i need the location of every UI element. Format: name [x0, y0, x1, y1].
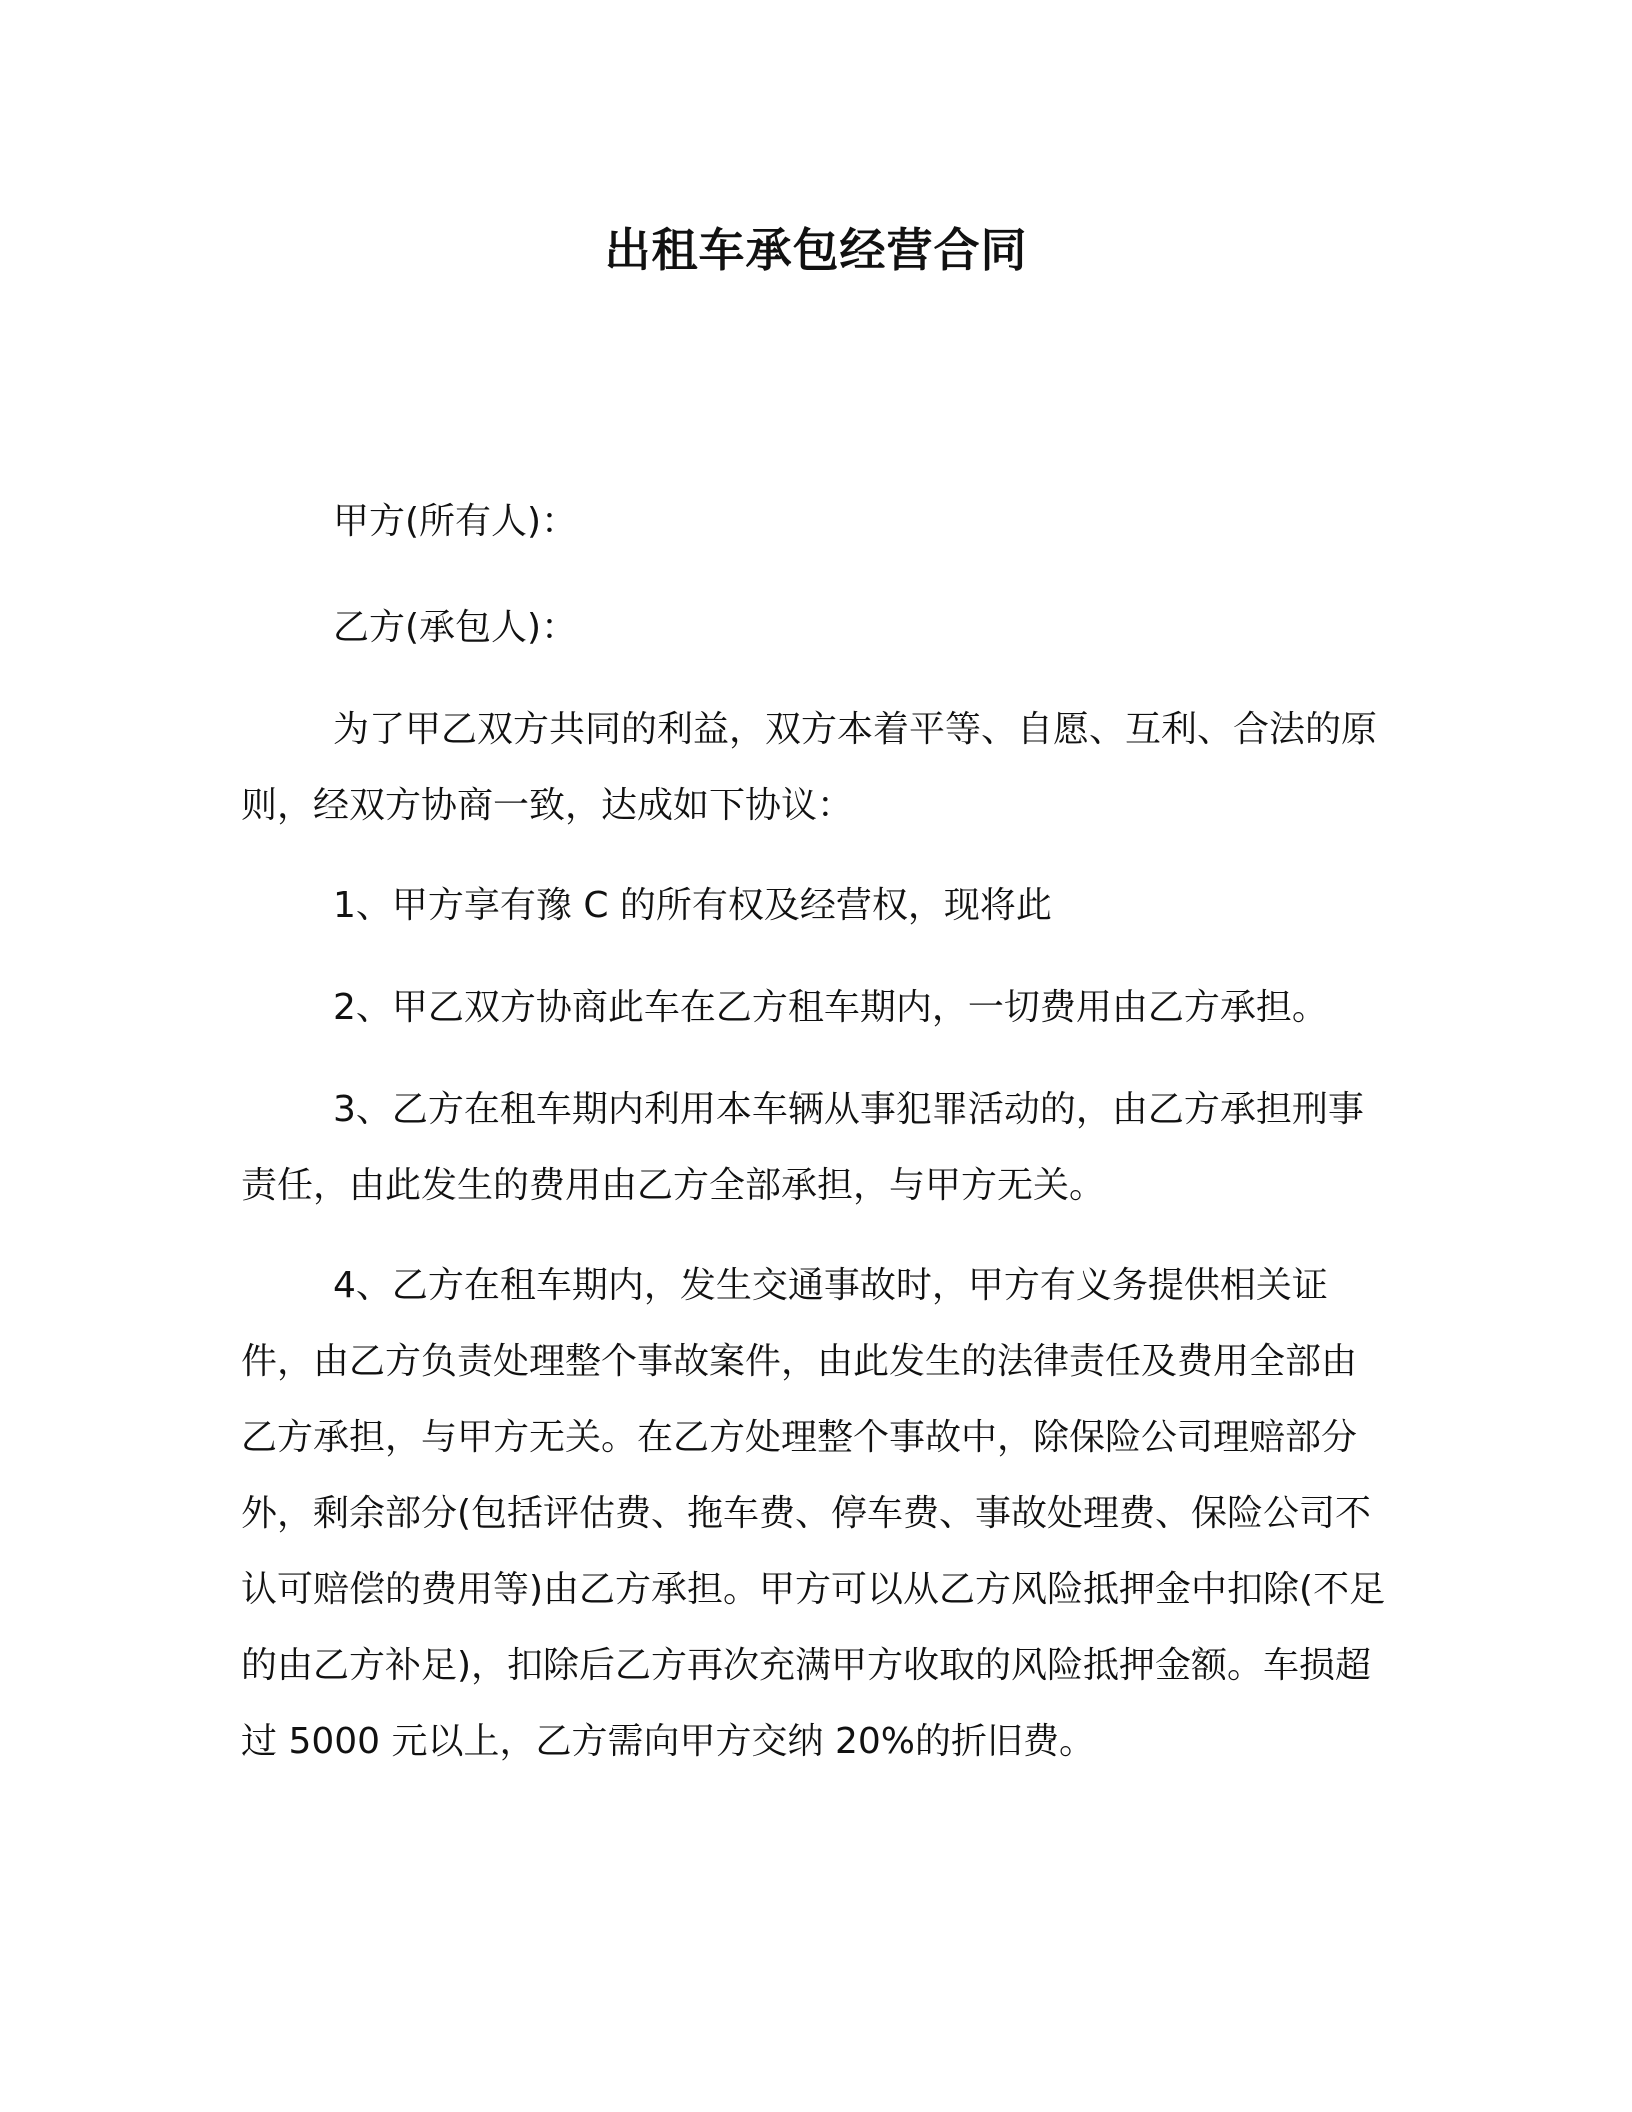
clause-1: 1、甲方享有豫 C 的所有权及经营权，现将此	[333, 885, 1052, 926]
document-title: 出租车承包经营合同	[604, 223, 1028, 277]
party-a-line: 甲方(所有人)：	[333, 501, 578, 542]
clause-4: 4、乙方在租车期内，发生交通事故时，甲方有义务提供相关证件，由乙方负责处理整个事故案件，由此发生的法律责任及费用全部由乙方承担，与甲方无关。在乙方处理整个事故中，除保险公司理赔部分外，剩余部分(包括评估费、拖车费、停车费、事故处理费、保险公司不认可赔偿的费用等)由乙方承担。甲方可以从乙方风险抵押金中扣除(不足的由乙方补足)，扣除后乙方再次充满甲方收取的风险抵押金额。车损超过 5000 元以上，乙方需向甲方交纳 20%的折旧费。	[241, 1265, 1386, 1762]
clause-3: 3、乙方在租车期内利用本车辆从事犯罪活动的，由乙方承担刑事责任，由此发生的费用由乙方全部承担，与甲方无关。	[241, 1089, 1364, 1206]
clause-2: 2、甲乙双方协商此车在乙方租车期内，一切费用由乙方承担。	[333, 987, 1328, 1028]
intro-paragraph: 为了甲乙双方共同的利益，双方本着平等、自愿、互利、合法的原则，经双方协商一致，达成如下协议：	[241, 709, 1378, 826]
party-b-line: 乙方(承包人)：	[333, 607, 578, 648]
